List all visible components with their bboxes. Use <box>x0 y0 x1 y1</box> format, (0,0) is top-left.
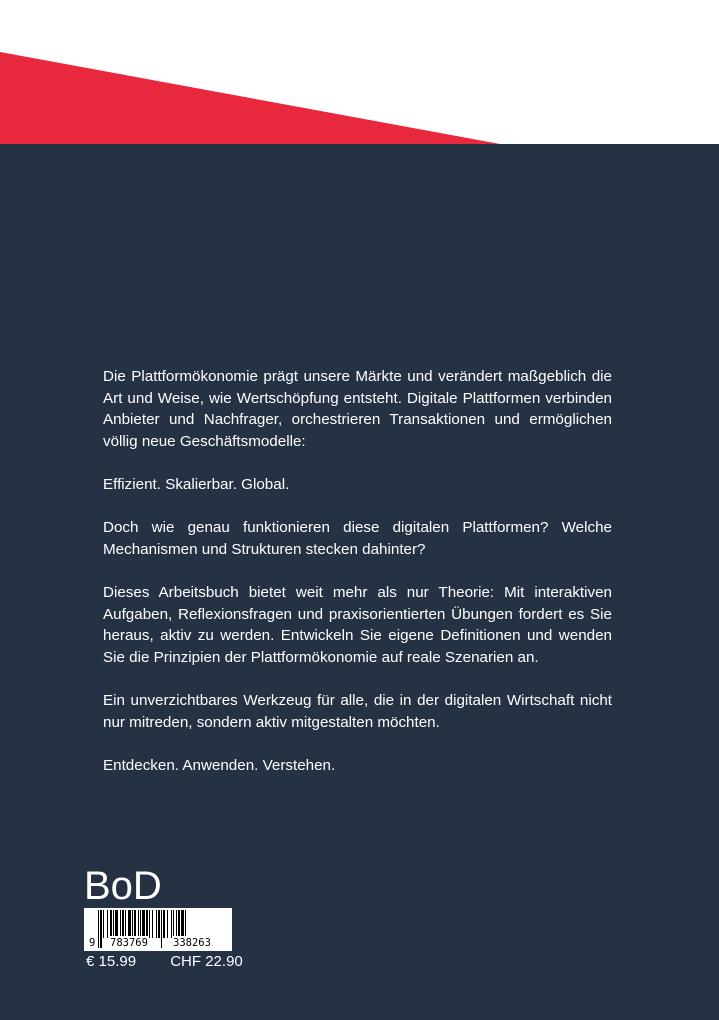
barcode-bar <box>103 910 104 938</box>
barcode-bar <box>128 910 131 938</box>
price-eur: € 15.99 <box>86 953 137 970</box>
barcode-bar <box>167 910 168 938</box>
barcode-bar <box>132 910 133 938</box>
blurb-paragraph-1: Die Plattformökonomie prägt unsere Märkte und verändert maßgeblich die Art und Weise, wie Wertschöpfung entsteht. Digitale Plattformen verbinden Anbieter und Nachfrager, orchestrieren Transaktionen und ermöglichen völlig neue Geschäftsmodelle: <box>103 368 612 450</box>
barcode-bar <box>181 910 184 938</box>
barcode-bar <box>161 910 162 948</box>
barcode-bar <box>156 910 157 938</box>
barcode-bar <box>138 910 139 938</box>
isbn-digit-first: 9 <box>89 937 96 949</box>
isbn-digits-right: 338263 <box>173 937 211 949</box>
barcode-bar <box>158 910 160 938</box>
barcode-bar <box>110 910 112 938</box>
barcode-bar <box>122 910 124 938</box>
publisher-block <box>84 864 232 908</box>
price-chf: CHF 22.90 <box>170 953 243 970</box>
barcode-bar <box>176 910 177 938</box>
barcode-bar <box>149 910 150 938</box>
barcode-bar <box>107 910 108 938</box>
barcode-bar <box>134 910 136 938</box>
barcode-bar <box>152 910 153 938</box>
barcode-bar <box>98 910 99 948</box>
barcode-bar <box>142 910 145 938</box>
blurb-paragraph-4: Dieses Arbeitsbuch bietet weit mehr als nur Theorie: Mit interaktiven Aufgaben, Reflexionsfragen und praxisorientierten Übungen fordert es Sie heraus, aktiv zu werden. Entwickeln Sie eigene Definitionen und wenden Sie die Prinzipien der Plattformökonomie auf reale Szenarien an. <box>103 583 612 666</box>
barcode-bar <box>178 910 180 938</box>
isbn-digits-left: 783769 <box>110 937 148 949</box>
barcode-bar <box>185 910 186 938</box>
barcode-bar <box>100 910 102 948</box>
blurb-paragraph-5: Ein unverzichtbares Werkzeug für alle, die in der digitalen Wirtschaft nicht nur mitreden, sondern aktiv mitgestalten möchten. <box>103 691 612 731</box>
isbn-barcode <box>84 908 232 951</box>
barcode-bar <box>113 910 114 938</box>
barcode-bar <box>115 910 118 938</box>
barcode-bar <box>173 910 174 938</box>
publisher-logo: BoD <box>84 864 162 908</box>
blurb-paragraph-3: Doch wie genau funktionieren diese digitalen Plattformen? Welche Mechanismen und Strukturen stecken dahinter? <box>103 519 612 558</box>
blurb-text <box>103 366 612 798</box>
barcode-bar <box>140 910 141 938</box>
price-line <box>86 952 286 972</box>
barcode-bar <box>163 910 165 938</box>
barcode-bar <box>146 910 148 938</box>
barcode-bar <box>125 910 126 938</box>
barcode-bar <box>120 910 121 938</box>
blurb-paragraph-2: Effizient. Skalierbar. Global. <box>103 475 290 493</box>
red-stripe <box>0 52 500 144</box>
blurb-paragraph-6: Entdecken. Anwenden. Verstehen. <box>103 756 336 774</box>
barcode-bar <box>171 910 172 938</box>
